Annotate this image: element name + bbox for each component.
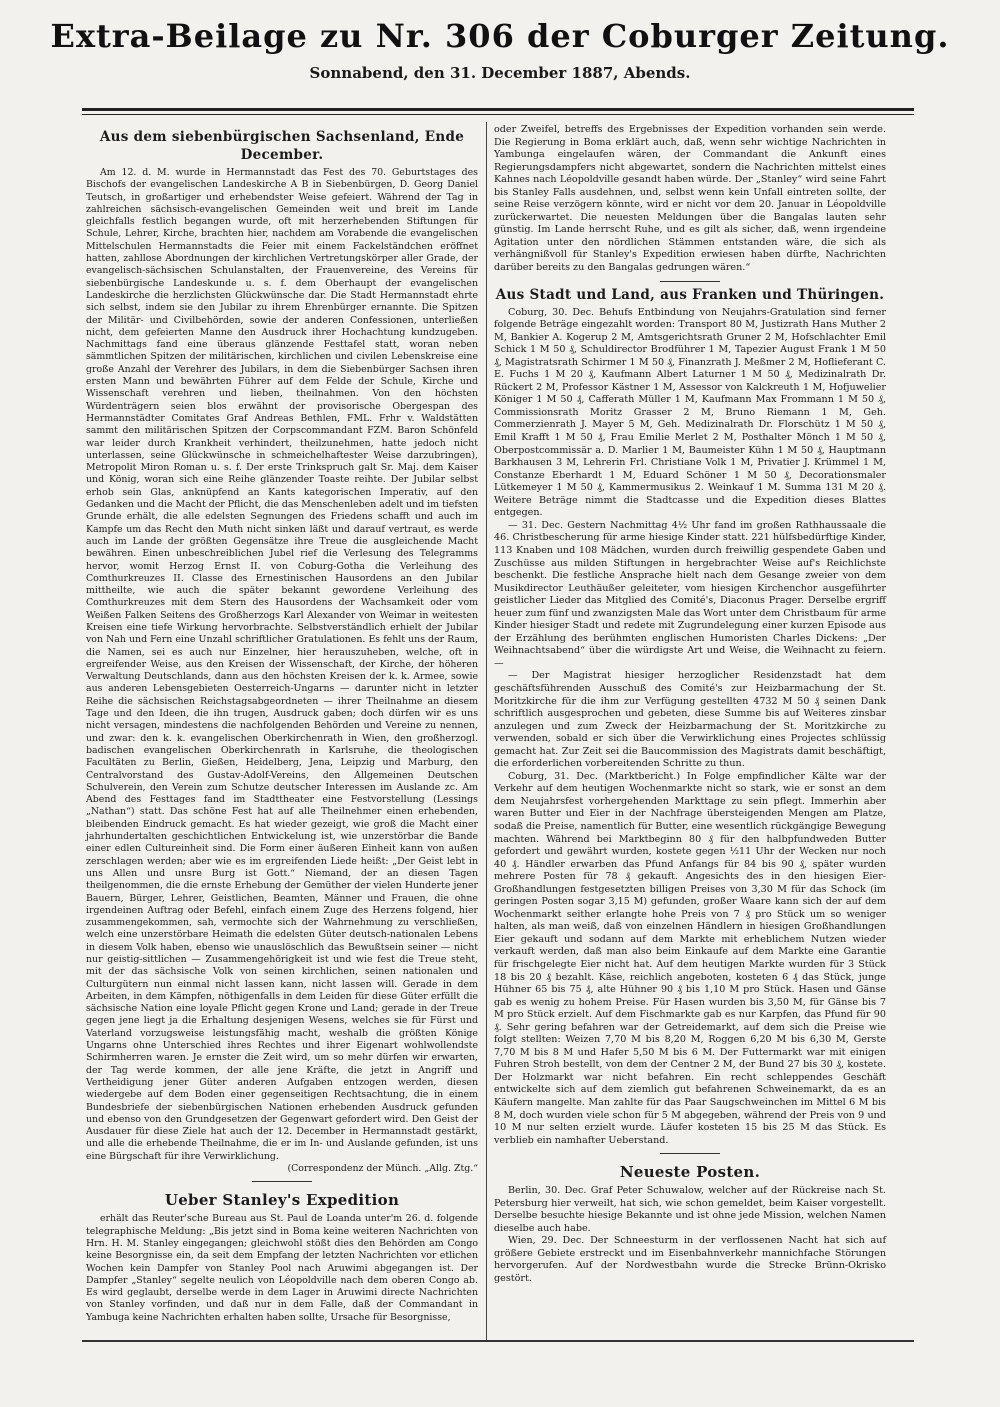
article-heading-stanley: Ueber Stanley's Expedition [164,1191,400,1210]
left-column [86,124,478,1324]
article-body-stanley-continued: oder Zweifel, betreffs des Ergebnisses der Expedition vorhanden sein werde. Die Regierung in Boma erklärt auch, daß, wenn sehr wichtige Nachrichten in Yambunga eingelaufen wären, der Commandant die Ankunft eines Regierungsdampfers nicht abgewartet, sondern die Nachrichten mittelst eines Kahnes nach Léopoldville gesandt haben würde. Der „Stanley“ wird seine Fahrt bis Stanley Falls ausdehnen, und, selbst wenn kein Unfall eintreten sollte, der seine Reise verzögern könnte, wird er nicht vor dem 20. Januar in Léopoldville zurückerwartet. Die neuesten Meldungen über die Bangalas lauten sehr günstig. Im Lande herrscht Ruhe, und es gilt als sicher, daß, wenn irgendeine Agitation unter den nördlichen Stämmen entstanden wäre, die sich als verhängnißvoll für Stanley's Expedition erwiesen haben dürfte, Nachrichten darüber bereits zu den Bangalas gedrungen wären.“ [494,124,886,274]
masthead [0,14,1000,84]
section-separator [660,281,720,282]
article-body-siebenbuergen: Am 12. d. M. wurde in Hermannstadt das Fest des 70. Geburtstages des Bischofs der evangelischen Landeskirche A B in Siebenbürgen, D. Georg Daniel Teutsch, in großartiger und erhebendster Weise gefeiert. Während der Tag in zahlreichen sächsisch-evangelischen Gemeinden weit und breit im Lande gleichfalls festlich begangen wurde, oft mit herzerhebenden Stiftungen für Schule, Lehrer, Kirche, brachten hier, nachdem am Vorabende die evangelischen Mittelschulen Hermannstadts die Feier mit einem Fackelständchen eröffnet hatten, zahllose Abordnungen der kirchlichen Vertretungskörper aller Grade, der evangelisch-sächsischen Schulanstalten, der Frauenvereine, des Vereins für siebenbürgische Landeskunde u. s. f. dem Oberhaupt der evangelischen Landeskirche die herzlichsten Glückwünsche dar. Die Stadt Hermannstadt ehrte sich selbst, indem sie den Jubilar zu ihrem Ehrenbürger ernannte. Die Spitzen der Militär- und Civilbehörden, sowie der anderen Confessionen, unterließen nicht, dem gefeierten Manne den Ausdruck ihrer Hochachtung kundzugeben. Nachmittags fand eine überaus glänzende Festtafel statt, woran neben sämmtlichen Spitzen der militärischen, kirchlichen und civilen Lebenskreise eine große Anzahl der Verehrer des Jubilars, in dem die Siebenbürger Sachsen ihren ersten Mann und bewährten Führer auf dem Felde der Schule, Kirche und Wissenschaft verehren und lieben, theilnahmen. Von den höchsten Würdenträgern seien blos erwähnt der provisorische Obergespan des Hermannstädter Comitates Graf Andreas Bethlen, FML. Frhr v. Waldstätten sammt den militärischen Spitzen der Corpscommandant FZM. Baron Schönfeld war leider durch Krankheit verhindert, theilzunehmen, hatte jedoch nicht unterlassen, seine Glückwünsche in schmeichelhaftester Weise darzubringen), Metropolit Miron Roman u. s. f. Der erste Trinkspruch galt Sr. Maj. dem Kaiser und König, woran sich eine Reihe glänzender Toaste reihte. Der Jubilar selbst erhob sein Glas, anknüpfend an Kants kategorischen Imperativ, auf den Gedanken und die Macht der Pflicht, die das Menschenleben adelt und im tiefsten Grunde erhält, die alle edelsten Segnungen des Friedens schafft und auch im Kampfe um das Recht den Muth nicht sinken läßt und darauf vertraut, es werde auch im Lande der größten Gegensätze ihre Treue die ausgleichende Macht bewähren. Einen unbeschreiblichen Jubel rief die Verlesung des Telegramms hervor, womit Herzog Ernst II. von Coburg-Gotha die Verleihung des Comthurkreuzes II. Classe des Ernestinischen Hausordens an den Jubilar mittheilte, wie auch die später bekannt gewordene Verleihung des Comthurkreuzes mit dem Stern des Hausordens der Wachsamkeit oder vom Weißen Falken Seitens des Großherzogs Karl Alexander von Weimar in weitesten Kreisen eine tiefe Wirkung hervorbrachte. Selbstverständlich erhielt der Jubilar von Nah und Fern eine Unzahl schriftlicher Gratulationen. Es fehlt uns der Raum, die Namen, sei es auch nur Einzelner, hier herauszuheben, welche, oft in ergreifender Weise, aus den Kreisen der Wissenschaft, der Kirche, der höheren Verwaltung Deutschlands, dann aus den höchsten Kreisen der k. k. Armee, sowie aus anderen Lebensgebieten Oesterreich-Ungarns — darunter nicht in letzter Reihe die sächsischen Reichstagsabgeordneten — ihrer Theilnahme an diesem Tage und den Ideen, die ihn trugen, Ausdruck gaben; doch dürfen wir es uns nicht versagen, mindestens die nachfolgenden Behörden und Vereine zu nennen, und zwar: den k. k. evangelischen Oberkirchenrath in Wien, den großherzogl. badischen evangelischen Oberkirchenrath in Karlsruhe, die theologischen Facultäten zu Berlin, Gießen, Heidelberg, Jena, Leipzig und Marburg, den Centralvorstand des Gustav-Adolf-Vereins, den Allgemeinen Deutschen Schulverein, den Verein zum Schutze deutscher Interessen im Auslande zc. Am Abend des Festtages fand im Stadttheater eine Festvorstellung (Lessings „Nathan“) statt. Das schöne Fest hat auf alle Theilnehmer einen erhebenden, bleibenden Eindruck gemacht. Es hat wieder gezeigt, wie groß die Macht einer jahrhundertalten geschichtlichen Entwickelung ist, wie unzerstörbar die Bande einer edlen Cultureinheit sind. Die Form einer äußeren Einheit kann von außen zerschlagen werden; aber wie es im ergreifenden Liede heißt: „Der Geist lebt in uns Allen und unsre Burg ist Gott.“ Niemand, der an diesen Tagen theilgenommen, die die ernste Erhebung der Gemüther der vielen Hunderte jener Bauern, Bürger, Lehrer, Geistlichen, Beamten, Männer und Frauen, die ohne irgendeinen Auftrag oder Befehl, einfach einem Zuge des Herzens folgend, hier zusammengekommen, sah, vermochte sich der Wahrnehmung zu verschließen, welch eine unzerstörbare Heimath die edelsten Güter deutsch-nationalen Lebens in diesem Volk haben, ebenso wie unauslöschlich das Bewußtsein seiner — nicht nur geistig-sittlichen — Zusammengehörigkeit ist und wie fest die Treue steht, mit der das sächsische Volk von seinen kirchlichen, seinen nationalen und Culturgütern nun einmal nicht lassen kann, nicht lassen will. Gerade in dem Arbeiten, in dem Kämpfen, nöthigenfalls in dem Leiden für diese Güter erfüllt die sächsische Nation eine loyale Pflicht gegen Krone und Land; gerade in der Treue gegen jene liegt ja die Erhaltung desjenigen Wesens, welches sie für Fürst und Vaterland vorzugsweise leistungsfähig macht, weshalb die größten Könige Ungarns ohne Unterschied ihres Rechtes und ihrer Eigenart wohlwollendste Schirmherren waren. Je ernster die Zeit wird, um so mehr dürfen wir erwarten, der Tag werde kommen, der alle jene Kräfte, die jetzt in Angriff und Vertheidigung jener Güter anderen Aufgaben entzogen werden, diesen wiedergebe auf dem Boden einer gegenseitigen Rechtsachtung, die in einem Bundesbriefe der siebenbürgischen Nationen erhebenden Ausdruck gefunden und ebenso von den Grundgesetzen der Gegenwart gefordert wird. Den Geist der Ausdauer für diese Ziele hat auch der 12. December in Hermannstadt gestärkt, und alle die erhebende Theilnahme, die er im In- und Auslande gefunden, ist uns eine Bürgschaft für ihre Verwirklichung. [86,167,478,1162]
article-body-coburg-gratulation: Coburg, 30. Dec. Behufs Entbindung von Neujahrs-Gratulation sind ferner folgende Beträge eingezahlt worden: Transport 80 M, Justizrath Hans Muther 2 M, Bankier A. Kogerup 2 M, Amtsgerichtsrath Gruner 2 M, Hofschlachter Emil Schick 1 M 50 ₰, Schuldirector Brodführer 1 M, Tapezier August Frank 1 M 50 ₰, Magistratsrath Schirmer 1 M 50 ₰, Finanzrath J. Meßmer 2 M, Hoflieferant C. E. Fuchs 1 M 20 ₰, Kaufmann Albert Laturner 1 M 50 ₰, Medizinalrath Dr. Rückert 2 M, Professor Kästner 1 M, Assessor von Kalckreuth 1 M, Hofjuwelier Königer 1 M 50 ₰, Cafferath Müller 1 M, Kaufmann Max Frommann 1 M 50 ₰, Commissionsrath Moritz Grasser 2 M, Bruno Riemann 1 M, Geh. Commerzienrath J. Mayer 5 M, Geh. Medizinalrath Dr. Florschütz 1 M 50 ₰, Emil Krafft 1 M 50 ₰, Frau Emilie Merlet 2 M, Posthalter Mönch 1 M 50 ₰, Oberpostcommissär a. D. Marlier 1 M, Baumeister Kühn 1 M 50 ₰, Hauptmann Barkhausen 3 M, Lehrerin Frl. Christiane Volk 1 M, Privatier J. Krümmel 1 M, Constanze Eberhardt 1 M, Eduard Schöner 1 M 50 ₰, Decorationsmaler Lütkemeyer 1 M 50 ₰, Kammermusikus 2. Weinkauf 1 M. Summa 131 M 20 ₰. Weitere Beträge nimmt die Stadtcasse und die Expedition dieses Blattes entgegen. [494,306,886,519]
section-separator [252,1181,312,1182]
right-column [494,124,886,1286]
article-body-stanley: erhält das Reuter'sche Bureau aus St. Paul de Loanda unter'm 26. d. folgende telegraphische Meldung: „Bis jetzt sind in Boma keine weiteren Nachrichten von Hrn. H. M. Stanley eingegangen; gleichwohl stößt dies den Behörden am Congo keine Besorgnisse ein, da seit dem Empfang der letzten Nachrichten vor etlichen Wochen kein Dampfer von Stanley Pool nach Aruwimi abgegangen ist. Der Dampfer „Stanley“ segelte neulich von Léopoldville nach dem oberen Congo ab. Es wird geglaubt, derselbe werde in dem Lager in Aruwimi directe Nachrichten von Stanley vorfinden, und daß nur in dem Falle, daß der Commandant in Yambuga keine Nachrichten erhalten haben sollte, Ursache für Besorgnisse, [86,1213,478,1323]
masthead-title: Extra-Beilage zu Nr. 306 der Coburger Zeitung. [50,17,950,55]
column-divider [486,122,487,1340]
article-body-christbescherung: — 31. Dec. Gestern Nachmittag 4½ Uhr fand im großen Rathhaussaale die 46. Christbescherung für arme hiesige Kinder statt. 221 hülfsbedürftige Kinder, 113 Knaben und 108 Mädchen, wurden durch freiwillig gespendete Gaben und Zuschüsse aus milden Stiftungen in hergebrachter Weise auf's Reichlichste beschenkt. Die festliche Ansprache hielt nach dem Gesange zweier von dem Musikdirector Leuthäußer geleiteter, vom hiesigen Kirchenchor ausgeführter geistlicher Lieder das Mitglied des Comité's, Diaconus Prager. Derselbe ergriff heuer zum fünf und zwanzigsten Male das Wort unter dem Christbaum für arme Kinder hiesiger Stadt und redete mit Zugrundelegung einer kurzen Episode aus der Erzählung des berühmten englischen Humoristen Charles Dickens: „Der Weihnachtsabend“ über die würdigste Art und Weise, die Weihnacht zu feiern. — [494,519,886,669]
article-body-berlin: Berlin, 30. Dec. Graf Peter Schuwalow, welcher auf der Rückreise nach St. Petersburg hier verweilt, hat sich, wie schon gemeldet, beim Kaiser vorgestellt. Derselbe besuchte hiesige Bekannte und ist ohne jede Mission, welchen Namen dieselbe auch habe. [494,1185,886,1234]
article-body-marktbericht: Coburg, 31. Dec. (Marktbericht.) In Folge empfindlicher Kälte war der Verkehr auf dem heutigen Wochenmarkte nicht so stark, wie er sonst an dem dem Neujahrsfest vorhergehenden Markttage zu sein pflegt. Immerhin aber waren Butter und Eier in der Nachfrage übersteigenden Mengen am Platze, sodaß die Preise, namentlich für Butter, eine wesentlich rückgängige Bewegung machten. Während bei Marktbeginn 80 ₰ für den halbpfundweden Butter gefordert und gewährt wurden, kostete gegen ½11 Uhr der Wecken nur noch 40 ₰. Händler erwarben das Pfund Anfangs für 84 bis 90 ₰, später wurden mehrere Posten für 78 ₰ gekauft. Angesichts des in den hiesigen Eier-Großhandlungen festgesetzten billigen Preises von 3,30 M für das Schock (im geringen Posten sogar 3,15 M) gefunden, großer Waare kann sich der auf dem Wochenmarkt seither erlangte hohe Preis von 7 ₰ pro Stück um so weniger halten, als man weiß, daß von einzelnen Händlern in hiesigen Großhandlungen Eier gekauft und sodann auf dem Markte mit erheblichem Nutzen wieder verkauft werden, daß man also beim Einkaufe auf dem Markte eine Garantie für frischgelegte Eier nicht hat. Auf dem heutigen Markte wurden für 3 Stück 18 bis 20 ₰ bezahlt. Käse, reichlich angeboten, kosteten 6 ₰ das Stück, junge Hühner 65 bis 75 ₰, alte Hühner 90 ₰ bis 1,10 M pro Stück. Hasen und Gänse gab es wenig zu hohem Preise. Für Hasen wurden bis 3,50 M, für Gänse bis 7 M pro Stück erzielt. Auf dem Fischmarkte gab es nur Karpfen, das Pfund für 90 ₰. Sehr gering befahren war der Getreidemarkt, auf dem sich die Preise wie folgt stellten: Weizen 7,70 M bis 8,20 M, Roggen 6,20 M bis 6,30 M, Gerste 7,70 M bis 8 M und Hafer 5,50 M bis 6 M. Der Futtermarkt war mit einigen Fuhren Stroh bestellt, von dem der Centner 2 M, der Bund 27 bis 30 ₰, kostete. Der Holzmarkt war nicht befahren. Ein recht schleppendes Geschäft entwickelte sich auf dem ziemlich gut befahrenen Schweinemarkt, da es an Käufern mangelte. Man zahlte für das Paar Saugschweinchen im Mittel 6 M bis 8 M, doch wurden viele schon für 5 M abgegeben, während der Preis von 9 und 10 M nur selten erzielt wurde. Läufer kosteten 15 bis 25 M das Stück. Es verblieb ein namhafter Ueberstand. [494,770,886,1146]
article-body-magistrat: — Der Magistrat hiesiger herzoglicher Residenzstadt hat dem geschäftsführenden Ausschuß des Comité's zur Heizbarmachung der St. Moritzkirche für die ihm zur Verfügung gestellten 4732 M 50 ₰ seinen Dank schriftlich ausgesprochen und gebeten, diese Summe bis auf Weiteres zinsbar anzulegen und zum Zweck der Heizbarmachung der St. Moritzkirche zu verwenden, sobald er sich über die Verwirklichung eines Projectes schlüssig gemacht hat. Zur Zeit sei die Baucommission des Magistrats damit beschäftigt, die erforderlichen vorbereitenden Schritte zu thun. [494,670,886,770]
article-heading-siebenbuergen: Aus dem siebenbürgischen Sachsenland, Ende December. [99,129,465,163]
section-separator [660,1153,720,1154]
article-heading-stadt-land: Aus Stadt und Land, aus Franken und Thüringen. [495,286,885,303]
masthead-rule-thin [82,114,914,115]
article-credit: (Correspondenz der Münch. „Allg. Ztg.“ [287,1163,478,1175]
masthead-rule-thick [82,108,914,111]
bottom-rule [82,1340,914,1342]
article-body-wien: Wien, 29. Dec. Der Schneesturm in der verflossenen Nacht hat sich auf größere Gebiete erstreckt und im Eisenbahnverkehr mannichfache Störungen hervorgerufen. Auf der Nordwestbahn wurde die Strecke Brünn-Okrisko gestört. [494,1235,886,1285]
masthead-date: Sonnabend, den 31. December 1887, Abends. [309,64,691,82]
article-heading-neueste-posten: Neueste Posten. [619,1163,761,1182]
